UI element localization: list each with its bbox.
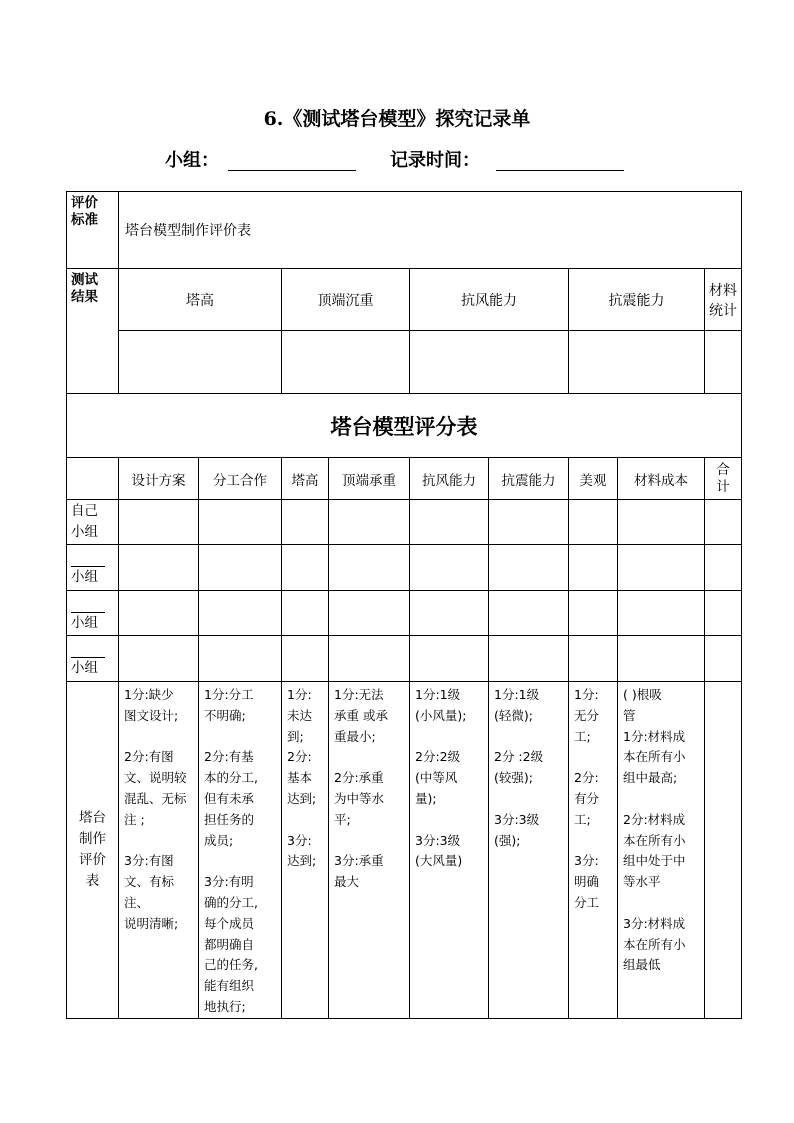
score-cell[interactable] xyxy=(282,500,329,545)
row-suffix: 小组 xyxy=(71,615,98,631)
score-col-wind: 抗风能力 xyxy=(410,458,489,500)
score-cell[interactable] xyxy=(119,545,199,591)
score-cell[interactable] xyxy=(489,500,569,545)
score-cell[interactable] xyxy=(569,636,618,682)
score-cell[interactable] xyxy=(618,545,705,591)
score-cell[interactable] xyxy=(569,591,618,636)
table-row xyxy=(67,500,742,545)
score-cell[interactable] xyxy=(329,545,410,591)
criteria-quake: 1分:1级 (轻微); 2分 :2级 (较强); 3分:3级 (强); xyxy=(489,682,569,1019)
row-label xyxy=(67,500,119,545)
score-table-title: 塔台模型评分表 xyxy=(67,394,742,458)
score-corner xyxy=(67,458,119,500)
row-label xyxy=(67,545,119,591)
score-cell[interactable] xyxy=(410,591,489,636)
score-cell[interactable] xyxy=(282,636,329,682)
score-cell[interactable] xyxy=(199,636,282,682)
score-col-look: 美观 xyxy=(569,458,618,500)
eval-standard-content: 塔台模型制作评价表 xyxy=(119,192,742,269)
score-col-teamwork: 分工合作 xyxy=(199,458,282,500)
score-cell[interactable] xyxy=(705,545,742,591)
score-cell[interactable] xyxy=(282,545,329,591)
time-blank[interactable] xyxy=(496,170,624,171)
test-value-height[interactable] xyxy=(119,331,282,394)
score-cell[interactable] xyxy=(618,500,705,545)
group-label: 小组： xyxy=(165,150,219,171)
score-cell[interactable] xyxy=(489,591,569,636)
row-label xyxy=(67,636,119,682)
criteria-look: 1分: 无分 工; 2分: 有分 工; 3分: 明确 分工 xyxy=(569,682,618,1019)
test-col-wind: 抗风能力 xyxy=(410,269,569,331)
score-cell[interactable] xyxy=(199,500,282,545)
score-cell[interactable] xyxy=(119,591,199,636)
score-cell[interactable] xyxy=(119,636,199,682)
score-col-design: 设计方案 xyxy=(119,458,199,500)
criteria-wind: 1分:1级 (小风量); 2分:2级 (中等风 量); 3分:3级 (大风量) xyxy=(410,682,489,1019)
score-cell[interactable] xyxy=(119,500,199,545)
test-value-materials[interactable] xyxy=(705,331,742,394)
score-cell[interactable] xyxy=(410,636,489,682)
score-cell[interactable] xyxy=(199,591,282,636)
score-cell[interactable] xyxy=(329,636,410,682)
group-name-blank[interactable] xyxy=(71,637,105,658)
group-blank[interactable] xyxy=(228,170,356,171)
score-col-cost: 材料成本 xyxy=(618,458,705,500)
score-cell[interactable] xyxy=(618,591,705,636)
score-col-quake: 抗震能力 xyxy=(489,458,569,500)
score-cell[interactable] xyxy=(569,545,618,591)
criteria-total xyxy=(705,682,742,1019)
eval-standard-label: 评价 标准 xyxy=(67,192,119,269)
test-col-height: 塔高 xyxy=(119,269,282,331)
criteria-design: 1分:缺少 图文设计; 2分:有图 文、说明较 混乱、无标 注 ; 3分:有图 文、有标注、 说明清晰; xyxy=(119,682,199,1019)
row-prefix: 自己 xyxy=(71,503,98,519)
test-col-materials: 材料统计 xyxy=(705,269,742,331)
score-cell[interactable] xyxy=(705,636,742,682)
score-cell[interactable] xyxy=(282,591,329,636)
criteria-teamwork: 1分:分工 不明确; 2分:有基 本的分工, 但有未承 担任务的 成员; 3分:有明 确的分工, 每个成员 都明确自 己的任务, 能有组织 地执行; xyxy=(199,682,282,1019)
score-cell[interactable] xyxy=(329,500,410,545)
score-cell[interactable] xyxy=(489,545,569,591)
criteria-label: 塔台 制作 评价 表 xyxy=(67,682,119,1019)
score-cell[interactable] xyxy=(329,591,410,636)
test-value-wind[interactable] xyxy=(410,331,569,394)
row-label xyxy=(67,591,119,636)
test-value-quake[interactable] xyxy=(569,331,705,394)
row-suffix: 小组 xyxy=(71,660,98,676)
group-name-blank[interactable] xyxy=(71,592,105,613)
row-suffix: 小组 xyxy=(71,569,98,585)
score-cell[interactable] xyxy=(410,500,489,545)
test-col-quake: 抗震能力 xyxy=(569,269,705,331)
test-value-top-weight[interactable] xyxy=(282,331,410,394)
record-table xyxy=(66,191,742,1019)
table-row xyxy=(67,636,742,682)
criteria-top-load: 1分:无法 承重 或承 重最小; 2分:承重 为中等水 平; 3分:承重 最大 xyxy=(329,682,410,1019)
score-cell[interactable] xyxy=(410,545,489,591)
score-cell[interactable] xyxy=(569,500,618,545)
score-cell[interactable] xyxy=(705,591,742,636)
criteria-height: 1分: 未达 到; 2分: 基本 达到; 3分: 达到; xyxy=(282,682,329,1019)
table-row xyxy=(67,545,742,591)
score-cell[interactable] xyxy=(618,636,705,682)
score-col-top-load: 顶端承重 xyxy=(329,458,410,500)
criteria-cost: ( )根吸 管 1分:材料成 本在所有小 组中最高; 2分:材料成 本在所有小 组中处于中 等水平 3分:材料成 本在所有小 组最低 xyxy=(618,682,705,1019)
group-name-blank[interactable] xyxy=(71,546,105,567)
test-results-label: 测试 结果 xyxy=(67,269,119,394)
score-cell[interactable] xyxy=(199,545,282,591)
test-col-top-weight: 顶端沉重 xyxy=(282,269,410,331)
page-title: 6.《测试塔台模型》探究记录单 xyxy=(263,108,531,130)
score-cell[interactable] xyxy=(705,500,742,545)
score-cell[interactable] xyxy=(489,636,569,682)
table-row xyxy=(67,591,742,636)
time-label: 记录时间： xyxy=(390,150,480,171)
score-col-total: 合 计 xyxy=(705,458,742,500)
row-suffix: 小组 xyxy=(71,524,98,540)
score-col-height: 塔高 xyxy=(282,458,329,500)
